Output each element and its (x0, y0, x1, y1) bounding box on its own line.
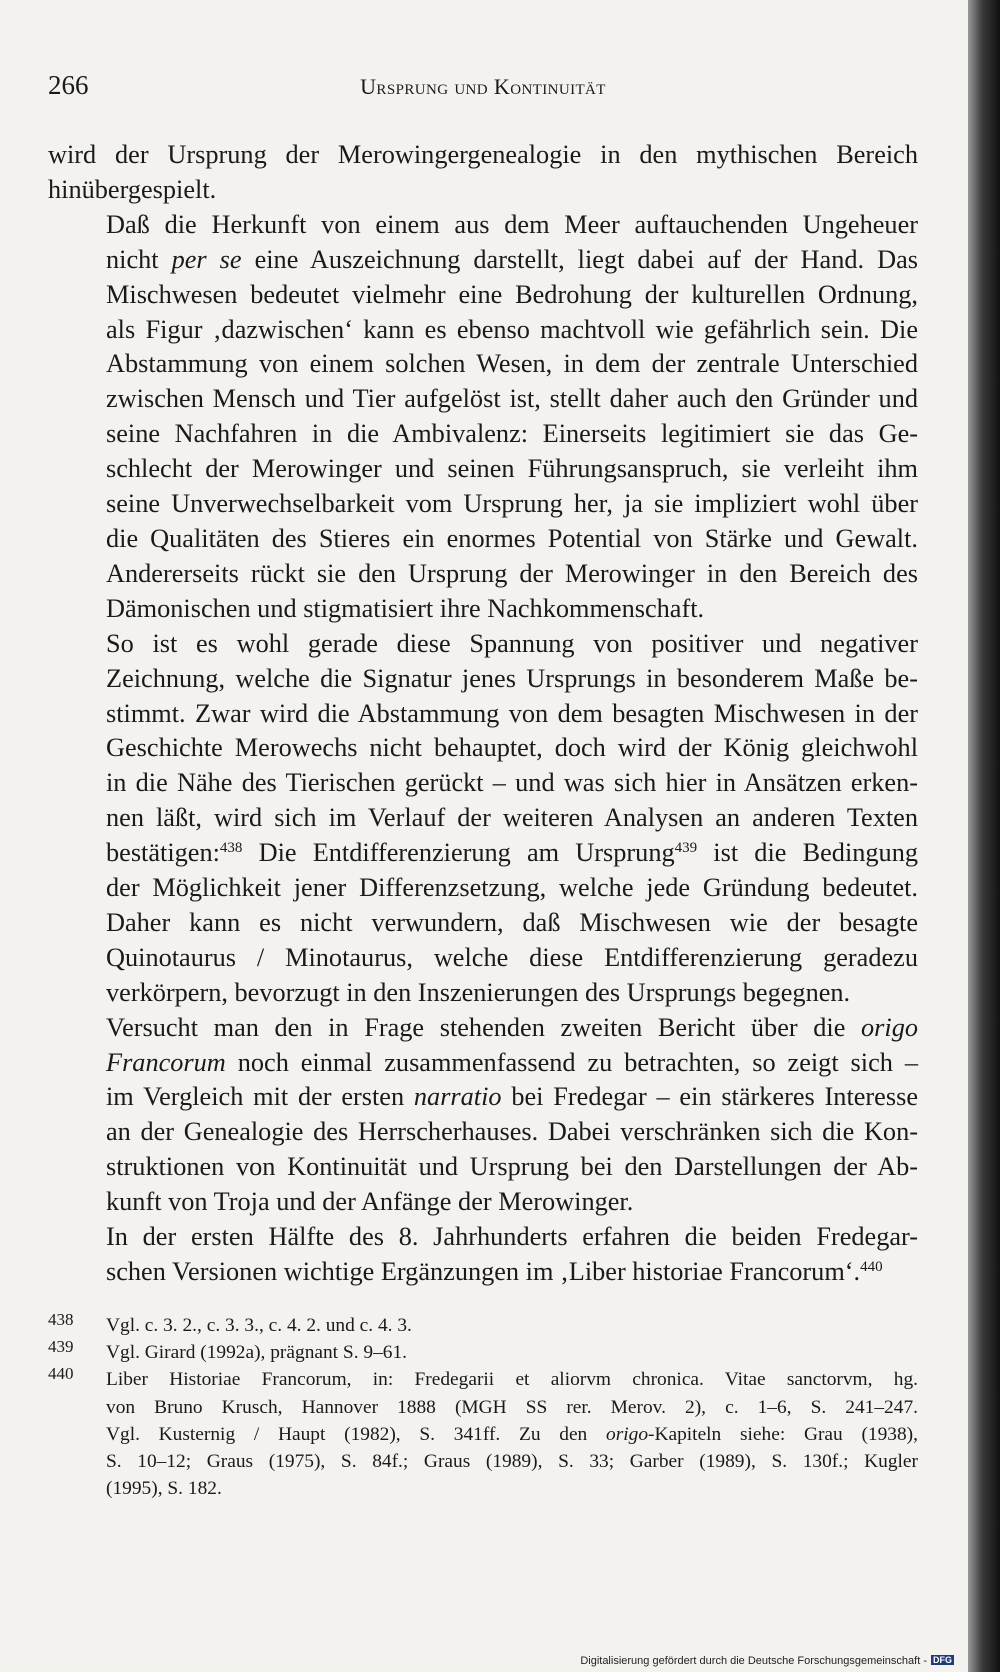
text-line: seine Nachfahren in die Ambivalenz: Einerseits legitimiert sie das Ge- (106, 419, 918, 449)
body-text (48, 138, 918, 1290)
paragraph-1 (48, 138, 918, 208)
footnote-line: Vgl. c. 3. 2., c. 3. 3., c. 4. 2. und c. 4. 3. (106, 1315, 412, 1336)
text-line: Daher kann es nicht verwundern, daß Mischwesen wie der besagte (106, 907, 918, 937)
digitization-credit (580, 1655, 954, 1667)
text-line: wird der Ursprung der Merowingergenealogie in den mythischen Bereich (48, 140, 918, 169)
text-line: struktionen von Kontinuität und Ursprung bei den Darstellungen der Ab- (106, 1152, 918, 1182)
footnote-number: 440 (48, 1364, 74, 1384)
text-line: kunft von Troja und der Anfänge der Merowinger. (106, 1187, 634, 1217)
text-line: nen läßt, wird sich im Verlauf der weiteren Analysen an anderen Texten (106, 803, 918, 833)
text-line: seine Unverwechselbarkeit vom Ursprung her, ja sie impliziert wohl über (106, 489, 918, 519)
text-line: in die Nähe des Tierischen gerückt – und was sich hier in Ansätzen erken- (106, 768, 918, 798)
text-line: Mischwesen bedeutet vielmehr eine Bedrohung der kulturellen Ordnung, (106, 279, 918, 309)
italic-term: origo (606, 1423, 649, 1445)
italic-term: narratio (413, 1082, 502, 1112)
text-line: Dämonischen und stigmatisiert ihre Nachkommenschaft. (106, 593, 705, 623)
text-line: Francorum noch einmal zusammenfassend zu betrachten, so zeigt sich – (106, 1047, 918, 1077)
footnote-line: Liber Historiae Francorum, in: Fredegarii et aliorvm chronica. Vitae sanctorvm, hg. (106, 1369, 918, 1391)
text-line: Quinotaurus / Minotaurus, welche diese Entdifferenzierung geradezu (106, 942, 918, 972)
running-head: Ursprung und Kontinuität (360, 74, 606, 99)
text-line: Versucht man den in Frage stehenden zweiten Bericht über die origo (106, 1012, 918, 1042)
paragraph-3 (48, 627, 918, 1011)
paragraph-5 (48, 1220, 918, 1290)
footnote-line: Vgl. Girard (1992a), prägnant S. 9–61. (106, 1342, 408, 1364)
footnote-line: S. 10–12; Graus (1975), S. 84f.; Graus (1989), S. 33; Garber (1989), S. 130f.; Kugler (106, 1451, 918, 1473)
text-line: Geschichte Merowechs nicht behauptet, doch wird der König gleichwohl (106, 733, 918, 763)
footnote-ref-439[interactable]: 439 (674, 840, 698, 857)
text-line: Abstammung von einem solchen Wesen, in dem der zentrale Unterschied (106, 349, 918, 379)
text-line: nicht per se eine Auszeichnung darstellt, liegt dabei auf der Hand. Das (106, 244, 918, 274)
paragraph-2 (48, 208, 918, 627)
text-line: Andererseits rückt sie den Ursprung der Merowinger in den Bereich des (106, 558, 918, 588)
text-line: bestätigen:$^{438}$ Die Entdifferenzierung am Ursprung$^{439}$ ist die Bedingung (106, 838, 918, 868)
credit-text: Digitalisierung gefördert durch die Deutsche Forschungsgemeinschaft - (580, 1655, 927, 1667)
italic-term: Francorum (106, 1047, 226, 1077)
footnote-ref-438[interactable]: 438 (219, 840, 243, 857)
footnote-438 (48, 1312, 918, 1339)
text-line: Daß die Herkunft von einem aus dem Meer auftauchenden Ungeheuer (106, 209, 918, 239)
footnote-number: 438 (48, 1310, 74, 1329)
text-line: schen Versionen wichtige Ergänzungen im ‚Liber historiae Francorum‘.$^{440}$ (106, 1257, 883, 1286)
footnote-ref-440[interactable]: 440 (860, 1259, 883, 1275)
text-line: als Figur ‚dazwischen‘ kann es ebenso machtvoll wie gefährlich sein. Die (106, 314, 918, 344)
text-line: hinübergespielt. (48, 174, 217, 204)
text-line: im Vergleich mit der ersten narratio bei Fredegar – ein stärkeres Interesse (106, 1082, 918, 1112)
text-line: In der ersten Hälfte des 8. Jahrhunderts erfahren die beiden Fredegar- (106, 1222, 918, 1252)
footnote-line: von Bruno Krusch, Hannover 1888 (MGH SS rer. Merov. 2), c. 1–6, S. 241–247. (106, 1396, 918, 1418)
dfg-logo-icon: DFG (933, 1655, 952, 1665)
text-line: der Möglichkeit jener Differenzsetzung, welche jede Gründung bedeutet. (106, 873, 918, 903)
footnote-440 (48, 1366, 918, 1502)
text-line: die Qualitäten des Stieres ein enormes Potential von Stärke und Gewalt. (106, 523, 918, 553)
italic-term: origo (861, 1012, 918, 1042)
page-number: 266 (48, 70, 89, 100)
footnote-line: Vgl. Kusternig / Haupt (1982), S. 341ff. Zu den origo-Kapiteln siehe: Grau (1938), (106, 1423, 918, 1445)
text-line: Zeichnung, welche die Signatur jenes Ursprungs in besonderem Maße be- (106, 663, 918, 693)
text-line: schlecht der Merowinger und seinen Führungsanspruch, sie verleiht ihm (106, 454, 918, 484)
book-spine-shadow (968, 0, 1000, 1672)
italic-term: per se (171, 244, 242, 274)
page-header (48, 70, 918, 106)
footnote-number: 439 (48, 1337, 74, 1357)
footnote-439 (48, 1339, 918, 1366)
footnote-line: (1995), S. 182. (106, 1478, 222, 1500)
text-line: zwischen Mensch und Tier aufgelöst ist, stellt daher auch den Gründer und (106, 384, 918, 414)
paragraph-4 (48, 1011, 918, 1220)
text-line: verkörpern, bevorzugt in den Inszenierungen des Ursprungs begegnen. (106, 977, 851, 1007)
text-line: an der Genealogie des Herrscherhauses. Dabei verschränken sich die Kon- (106, 1117, 918, 1147)
footnotes (48, 1312, 918, 1502)
text-line: So ist es wohl gerade diese Spannung von positiver und negativer (106, 628, 918, 658)
text-line: stimmt. Zwar wird die Abstammung von dem besagten Mischwesen in der (106, 698, 918, 728)
